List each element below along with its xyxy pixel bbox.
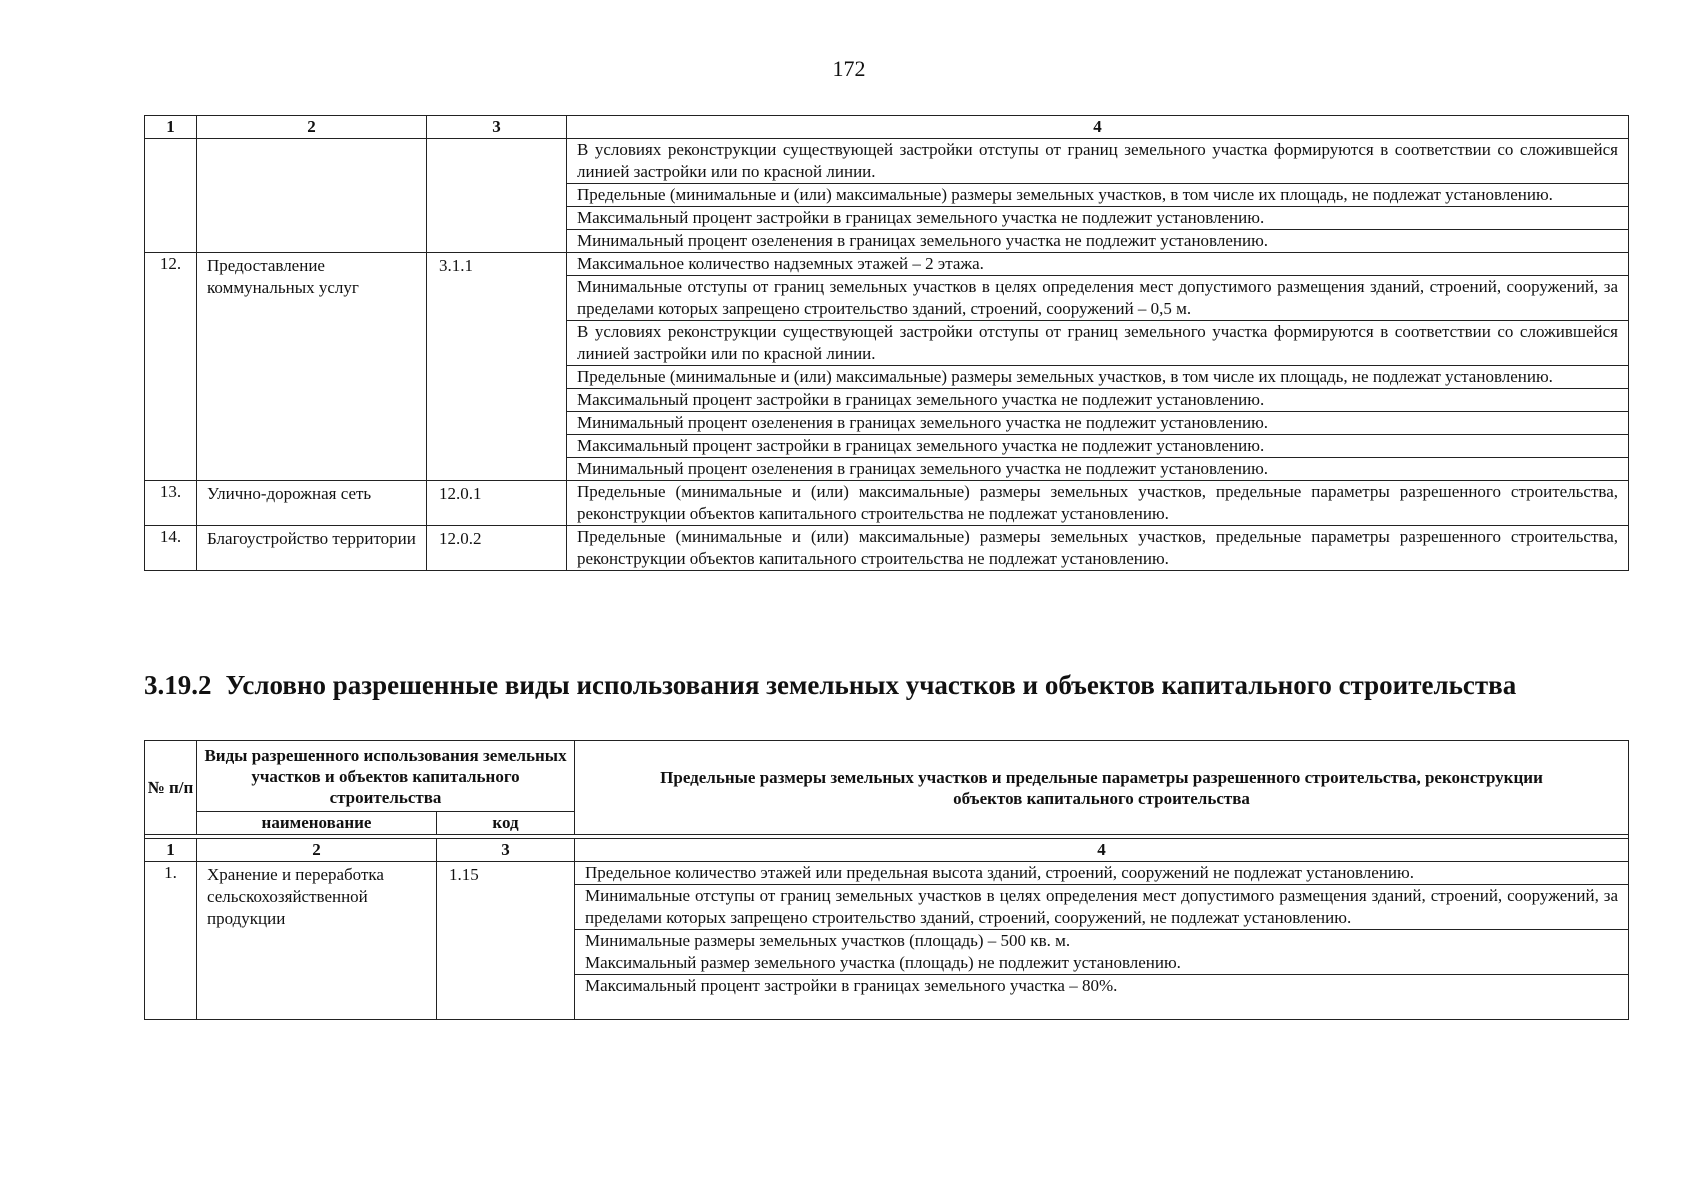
param-item: В условиях реконструкции существующей застройки отступы от границ земельного участка формируются в соответствии со сложившейся линией застройки или по красной линии. [567, 139, 1628, 184]
column-numbers-row [145, 116, 1629, 139]
row-name: Хранение и переработка сельскохозяйственной продукции [197, 862, 437, 1020]
param-item: Максимальный процент застройки в границах земельного участка не подлежит установлению. [567, 207, 1628, 230]
row-number-cell [145, 139, 197, 253]
row-name: Предоставление коммунальных услуг [197, 253, 427, 481]
param-item: Минимальные отступы от границ земельных участков в целях определения мест допустимого размещения зданий, строений, сооружений, за пределами которых запрещено строительство зданий, строений, сооружений, не подлежат установлению. [575, 885, 1628, 930]
col-number-1: 1 [145, 116, 197, 139]
row-number: 12. [145, 253, 197, 481]
col-number-4: 4 [575, 839, 1629, 862]
row-name-cell [197, 139, 427, 253]
header-code: код [437, 812, 575, 835]
table-row [145, 526, 1629, 571]
param-line: Максимальный размер земельного участка (площадь) не подлежит установлению. [585, 953, 1181, 972]
param-item: Предельные (минимальные и (или) максимальные) размеры земельных участков, предельные параметры разрешенного строительства, реконструкции объектов капитального строительства не подлежат установлению. [577, 482, 1618, 523]
param-item: Минимальный процент озеленения в границах земельного участка не подлежит установлению. [577, 459, 1269, 478]
param-item: Минимальный процент озеленения в границах земельного участка не подлежит установлению. [577, 231, 1269, 250]
row-code-cell [427, 139, 567, 253]
col-number-2: 2 [197, 839, 437, 862]
table-header-row [145, 741, 1629, 812]
header-number: № п/п [145, 741, 197, 835]
row-name: Улично-дорожная сеть [197, 481, 427, 526]
table-row [145, 253, 1629, 481]
row-code: 12.0.1 [427, 481, 567, 526]
row-number: 1. [145, 862, 197, 1020]
row-params-cell [567, 253, 1629, 481]
row-code: 3.1.1 [427, 253, 567, 481]
table-row [145, 862, 1629, 1020]
col-number-4: 4 [567, 116, 1629, 139]
param-item: Предельные (минимальные и (или) максимальные) размеры земельных участков, в том числе их площадь, не подлежат установлению. [567, 366, 1628, 389]
param-item: Максимальный процент застройки в границах земельного участка не подлежит установлению. [567, 435, 1628, 458]
param-item: Максимальное количество надземных этажей – 2 этажа. [567, 253, 1628, 276]
param-line: Минимальные размеры земельных участков (площадь) – 500 кв. м. [585, 931, 1071, 950]
col-number-3: 3 [437, 839, 575, 862]
section-heading [144, 670, 1634, 701]
col-number-2: 2 [197, 116, 427, 139]
section-title: Условно разрешенные виды использования земельных участков и объектов капитального строительства [225, 670, 1517, 700]
row-code: 1.15 [437, 862, 575, 1020]
param-item: Максимальный процент застройки в границах земельного участка не подлежит установлению. [567, 389, 1628, 412]
col-number-1: 1 [145, 839, 197, 862]
row-params-cell [575, 862, 1629, 1020]
row-params-cell [567, 481, 1629, 526]
row-name: Благоустройство территории [197, 526, 427, 571]
param-item: Минимальные отступы от границ земельных участков в целях определения мест допустимого размещения зданий, строений, сооружений, за пределами которых запрещено строительство зданий, строений, сооружений – 0,5 м. [567, 276, 1628, 321]
row-code: 12.0.2 [427, 526, 567, 571]
col-number-3: 3 [427, 116, 567, 139]
param-item: Минимальный процент озеленения в границах земельного участка не подлежит установлению. [567, 412, 1628, 435]
row-params-cell [567, 526, 1629, 571]
param-item: Предельное количество этажей или предельная высота зданий, строений, сооружений не подлежат установлению. [575, 862, 1628, 885]
conditional-uses-table [144, 740, 1629, 1020]
param-group [575, 930, 1628, 975]
header-kinds: Виды разрешенного использования земельных участков и объектов капитального строительства [197, 741, 575, 812]
row-number: 13. [145, 481, 197, 526]
table-row-continued [145, 139, 1629, 253]
page-number: 172 [832, 56, 866, 81]
header-name: наименование [197, 812, 437, 835]
table-row [145, 481, 1629, 526]
param-item: Предельные (минимальные и (или) максимальные) размеры земельных участков, в том числе их площадь, не подлежат установлению. [567, 184, 1628, 207]
header-limits: Предельные размеры земельных участков и предельные параметры разрешенного строительства, реконструкции объектов капитального строительства [575, 741, 1629, 835]
column-numbers-row [145, 839, 1629, 862]
param-item: Предельные (минимальные и (или) максимальные) размеры земельных участков, предельные параметры разрешенного строительства, реконструкции объектов капитального строительства не подлежат установлению. [577, 527, 1618, 568]
param-item: В условиях реконструкции существующей застройки отступы от границ земельного участка формируются в соответствии со сложившейся линией застройки или по красной линии. [567, 321, 1628, 366]
row-params-cell [567, 139, 1629, 253]
param-item: Максимальный процент застройки в границах земельного участка – 80%. [585, 976, 1118, 995]
row-number: 14. [145, 526, 197, 571]
section-number: 3.19.2 [144, 670, 212, 700]
permitted-uses-table [144, 115, 1629, 571]
